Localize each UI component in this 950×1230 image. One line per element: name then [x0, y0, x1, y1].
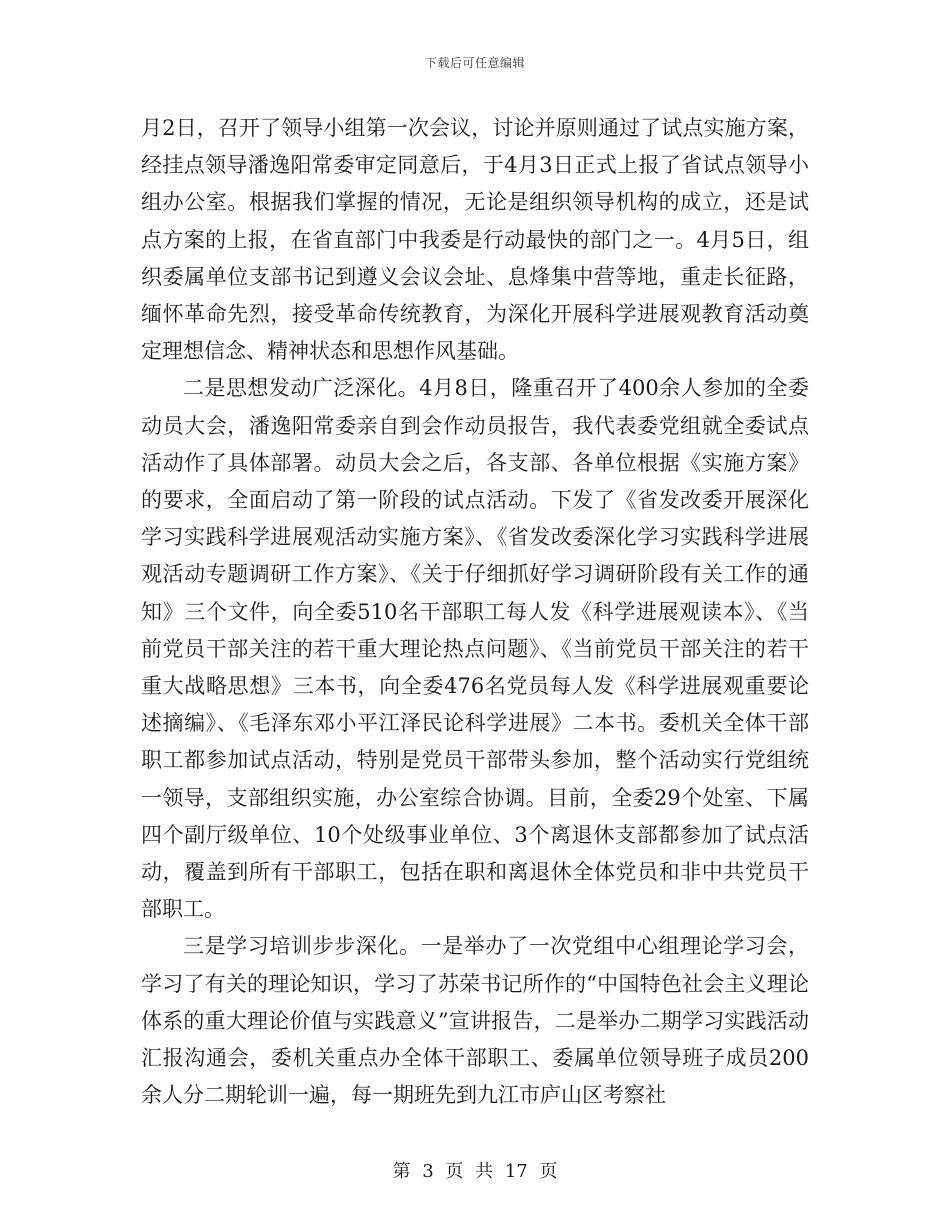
paragraph-3: 三是学习培训步步深化。一是举办了一次党组中心组理论学习会，学习了有关的理论知识，学习了苏荣书记所作的“中国特色社会主义理论体系的重大理论价值与实践意义”宣讲报告，二是举办二期学习实践活动汇报沟通会，委机关重点办全体干部职工、委属单位领导班子成员200余人分二期轮训一遍，每一期班先到九江市庐山区考察社	[141, 934, 809, 1108]
page-footer: 第 3 页 共 17 页	[392, 1161, 558, 1182]
body-text	[141, 110, 809, 1114]
paragraph-1: 月2日，召开了领导小组第一次会议，讨论并原则通过了试点实施方案，经挂点领导潘逸阳常委审定同意后，于4月3日正式上报了省试点领导小组办公室。根据我们掌握的情况，无论是组织领导机构的成立，还是试点方案的上报，在省直部门中我委是行动最快的部门之一。4月5日，组织委属单位支部书记到遵义会议会址、息烽集中营等地，重走长征路，缅怀革命先烈，接受革命传统教育，为深化开展科学进展观教育活动奠定理想信念、精神状态和思想作风基础。	[141, 116, 809, 364]
page-header: 下载后可任意编辑	[424, 56, 525, 70]
paragraph-2: 二是思想发动广泛深化。4月8日，隆重召开了400余人参加的全委动员大会，潘逸阳常委亲自到会作动员报告，我代表委党组就全委试点活动作了具体部署。动员大会之后，各支部、各单位根据《实施方案》的要求，全面启动了第一阶段的试点活动。下发了《省发改委开展深化学习实践科学进展观活动实施方案》、《省发改委深化学习实践科学进展观活动专题调研工作方案》、《关于仔细抓好学习调研阶段有关工作的通知》三个文件，向全委510名干部职工每人发《科学进展观读本》、《当前党员干部关注的若干重大理论热点问题》、《当前党员干部关注的若干重大战略思想》三本书，向全委476名党员每人发《科学进展观重要论述摘编》、《毛泽东邓小平江泽民论科学进展》二本书。委机关全体干部职工都参加试点活动，特别是党员干部带头参加，整个活动实行党组统一领导，支部组织实施，办公室综合协调。目前，全委29个处室、下属四个副厅级单位、10个处级事业单位、3个离退休支部都参加了试点活动，覆盖到所有干部职工，包括在职和离退休全体党员和非中共党员干部职工。	[141, 376, 809, 922]
